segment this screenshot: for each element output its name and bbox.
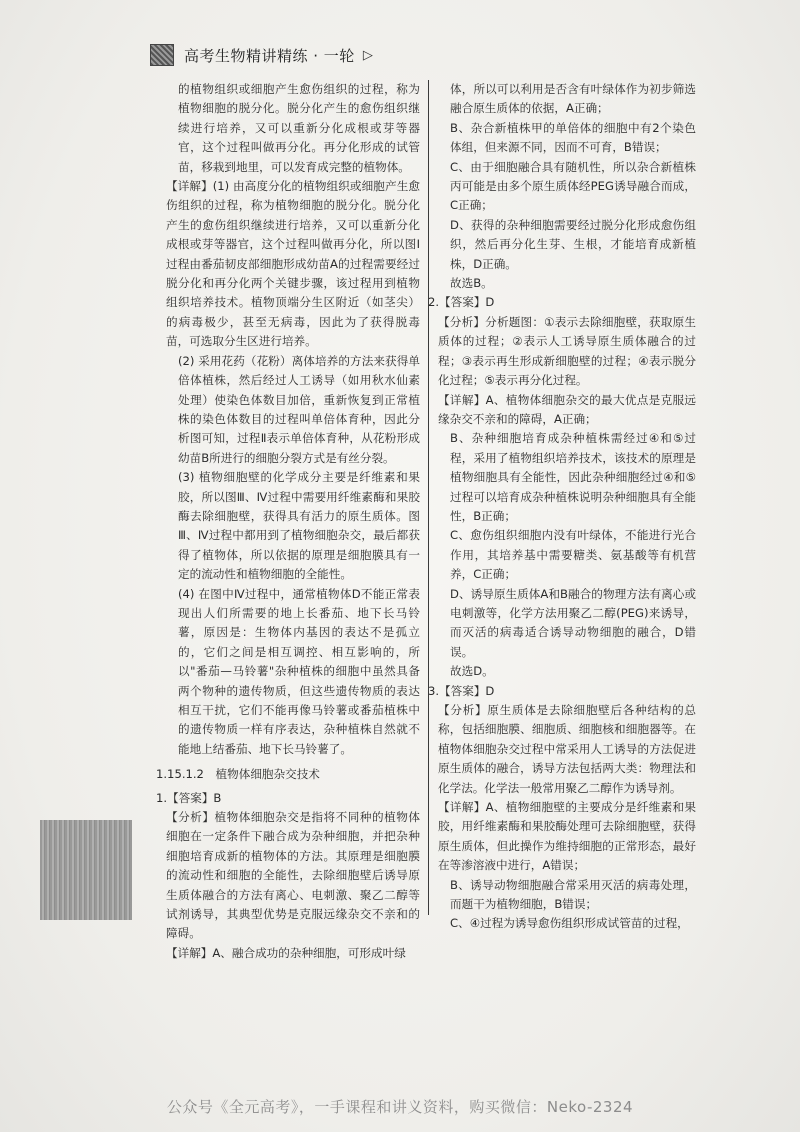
section-heading: 1.15.1.2 植物体细胞杂交技术 — [156, 767, 320, 782]
page-header — [150, 40, 373, 70]
column-divider — [428, 80, 429, 915]
paragraph: (2) 采用花药（花粉）离体培养的方法来获得单倍体植株，然后经过人工诱导（如用秋水仙素处理）使染色体数目加倍，重新恢复到正常植株的染色体数目的过程叫单倍体育种，因此分析图可知，过程Ⅱ表示单倍体育种，从花粉形成幼苗B所进行的细胞分裂方式是有丝分裂。 — [178, 353, 420, 465]
answer-line: 1.【答案】B — [156, 790, 222, 805]
paragraph: D、获得的杂种细胞需要经过脱分化形成愈伤组织，然后再分化生芽、生根，才能培育成新植株，D正确。 — [450, 217, 696, 271]
paragraph: 【分析】分析题图：①表示去除细胞壁，获取原生质体的过程；②表示人工诱导原生质体融合的过程；③表示再生形成新细胞壁的过程；④表示脱分化过程；⑤表示再分化过程。 — [438, 314, 696, 388]
paragraph: (4) 在图中Ⅳ过程中，通常植物体D不能正常表现出人们所需要的地上长番茄、地下长马铃薯，原因是：生物体内基因的表达不是孤立的，它们之间是相互调控、相互影响的，所以"番茄—马铃薯"杂种植株的细胞中虽然具备两个物种的遗传物质，但这些遗传物质的表达相互干扰，它们不能再像马铃薯或番茄植株中的遗传物质一样有序表达，杂种植株自然就不能地上结番茄、地下长马铃薯了。 — [178, 586, 420, 756]
paragraph: C、愈伤组织细胞内没有叶绿体，不能进行光合作用，其培养基中需要糖类、氨基酸等有机营养，C正确； — [450, 528, 696, 582]
paragraph: B、诱导动物细胞融合常采用灭活的病毒处理，而题干为植物细胞，B错误； — [450, 877, 696, 912]
book-title: 高考生物精讲精练 · 一轮 — [184, 46, 355, 65]
answer-line: 2.【答案】D — [428, 295, 495, 310]
paragraph: 的植物组织或细胞产生愈伤组织的过程，称为植物细胞的脱分化。脱分化产生的愈伤组织继续进行培养，又可以重新分化成根或芽等器官，这个过程叫做再分化。再分化形成的试管苗，移栽到地里，可以发育成完整的植物体。 — [178, 82, 420, 174]
answer-line: 3.【答案】D — [428, 683, 495, 698]
paragraph: 【分析】原生质体是去除细胞壁后各种结构的总称，包括细胞膜、细胞质、细胞核和细胞器等。在植物体细胞杂交过程中常采用人工诱导的方法促进原生质体的融合，诱导方法包括两大类：物理法和化学法。化学法一般常用聚乙二醇作为诱导剂。 — [438, 703, 696, 795]
paragraph: 故选D。 — [450, 664, 494, 679]
paragraph: B、杂种细胞培育成杂种植株需经过④和⑤过程，采用了植物组织培养技术，该技术的原理是植物细胞具有全能性，因此杂种细胞经过④和⑤过程可以培育成杂种植株说明杂种细胞具有全能性，B正确； — [450, 431, 696, 523]
paragraph: B、杂合新植株甲的单倍体的细胞中有2个染色体组，但来源不同，因而不可育，B错误； — [450, 120, 696, 155]
paragraph: 【详解】A、植物体细胞杂交的最大优点是克服远缘杂交不亲和的障碍，A正确； — [438, 392, 696, 426]
right-column — [428, 80, 696, 931]
left-column — [156, 80, 420, 960]
paragraph: C、由于细胞融合具有随机性，所以杂合新植株丙可能是由多个原生质体经PEG诱导融合而成，C正确； — [450, 159, 696, 213]
paragraph: 【详解】A、融合成功的杂种细胞，可形成叶绿 — [166, 945, 406, 960]
paragraph: 【详解】A、植物细胞壁的主要成分是纤维素和果胶，用纤维素酶和果胶酶处理可去除细胞壁，获得原生质体，但此操作为维持细胞的正常形态，最好在等渗溶液中进行，A错误； — [438, 800, 696, 873]
footer-watermark: 公众号《全元高考》，一手课程和讲义资料，购买微信：Neko-2324 — [166, 1098, 634, 1116]
paragraph: (3) 植物细胞壁的化学成分主要是纤维素和果胶，所以图Ⅲ、Ⅳ过程中需要用纤维素酶和果胶酶去除细胞壁，获得具有活力的原生质体。图Ⅲ、Ⅳ过程中都用到了植物细胞杂交，最后都获得了植物体，所以依据的原理是细胞膜具有一定的流动性和植物细胞的全能性。 — [178, 470, 420, 582]
paragraph: D、诱导原生质体A和B融合的物理方法有离心或电刺激等，化学方法用聚乙二醇(PEG)来诱导，而灭活的病毒适合诱导动物细胞的融合，D错误。 — [450, 586, 696, 659]
paragraph: 体，所以可以利用是否含有叶绿体作为初步筛选融合原生质体的依据，A正确； — [450, 82, 696, 116]
book-logo-icon — [150, 44, 174, 66]
paragraph: C、④过程为诱导愈伤组织形成试管苗的过程， — [450, 916, 689, 931]
paragraph: 故选B。 — [450, 276, 493, 291]
paragraph: 【详解】(1) 由高度分化的植物组织或细胞产生愈伤组织的过程，称为植物细胞的脱分化。脱分化产生的愈伤组织继续进行培养，又可以重新分化成根或芽等器官，这个过程叫做再分化，所以图Ⅰ过程由番茄韧皮部细胞形成幼苗A的过程需要经过脱分化和再分化两个关键步骤，该过程用到植物组织培养技术。植物顶端分生区附近（如茎尖）的病毒极少，甚至无病毒，因此为了获得脱毒苗，可选取分生区进行培养。 — [166, 179, 420, 349]
play-arrow-icon: ▷ — [362, 47, 373, 63]
paragraph: 【分析】植物体细胞杂交是指将不同种的植物体细胞在一定条件下融合成为杂种细胞，并把杂种细胞培育成新的植物体的方法。其原理是细胞膜的流动性和细胞的全能性，去除细胞壁后诱导原生质体融合的方法有离心、电刺激、聚乙二醇等试剂诱导，其典型优势是克服远缘杂交不亲和的障碍。 — [166, 810, 420, 941]
scan-artifact — [40, 820, 132, 920]
